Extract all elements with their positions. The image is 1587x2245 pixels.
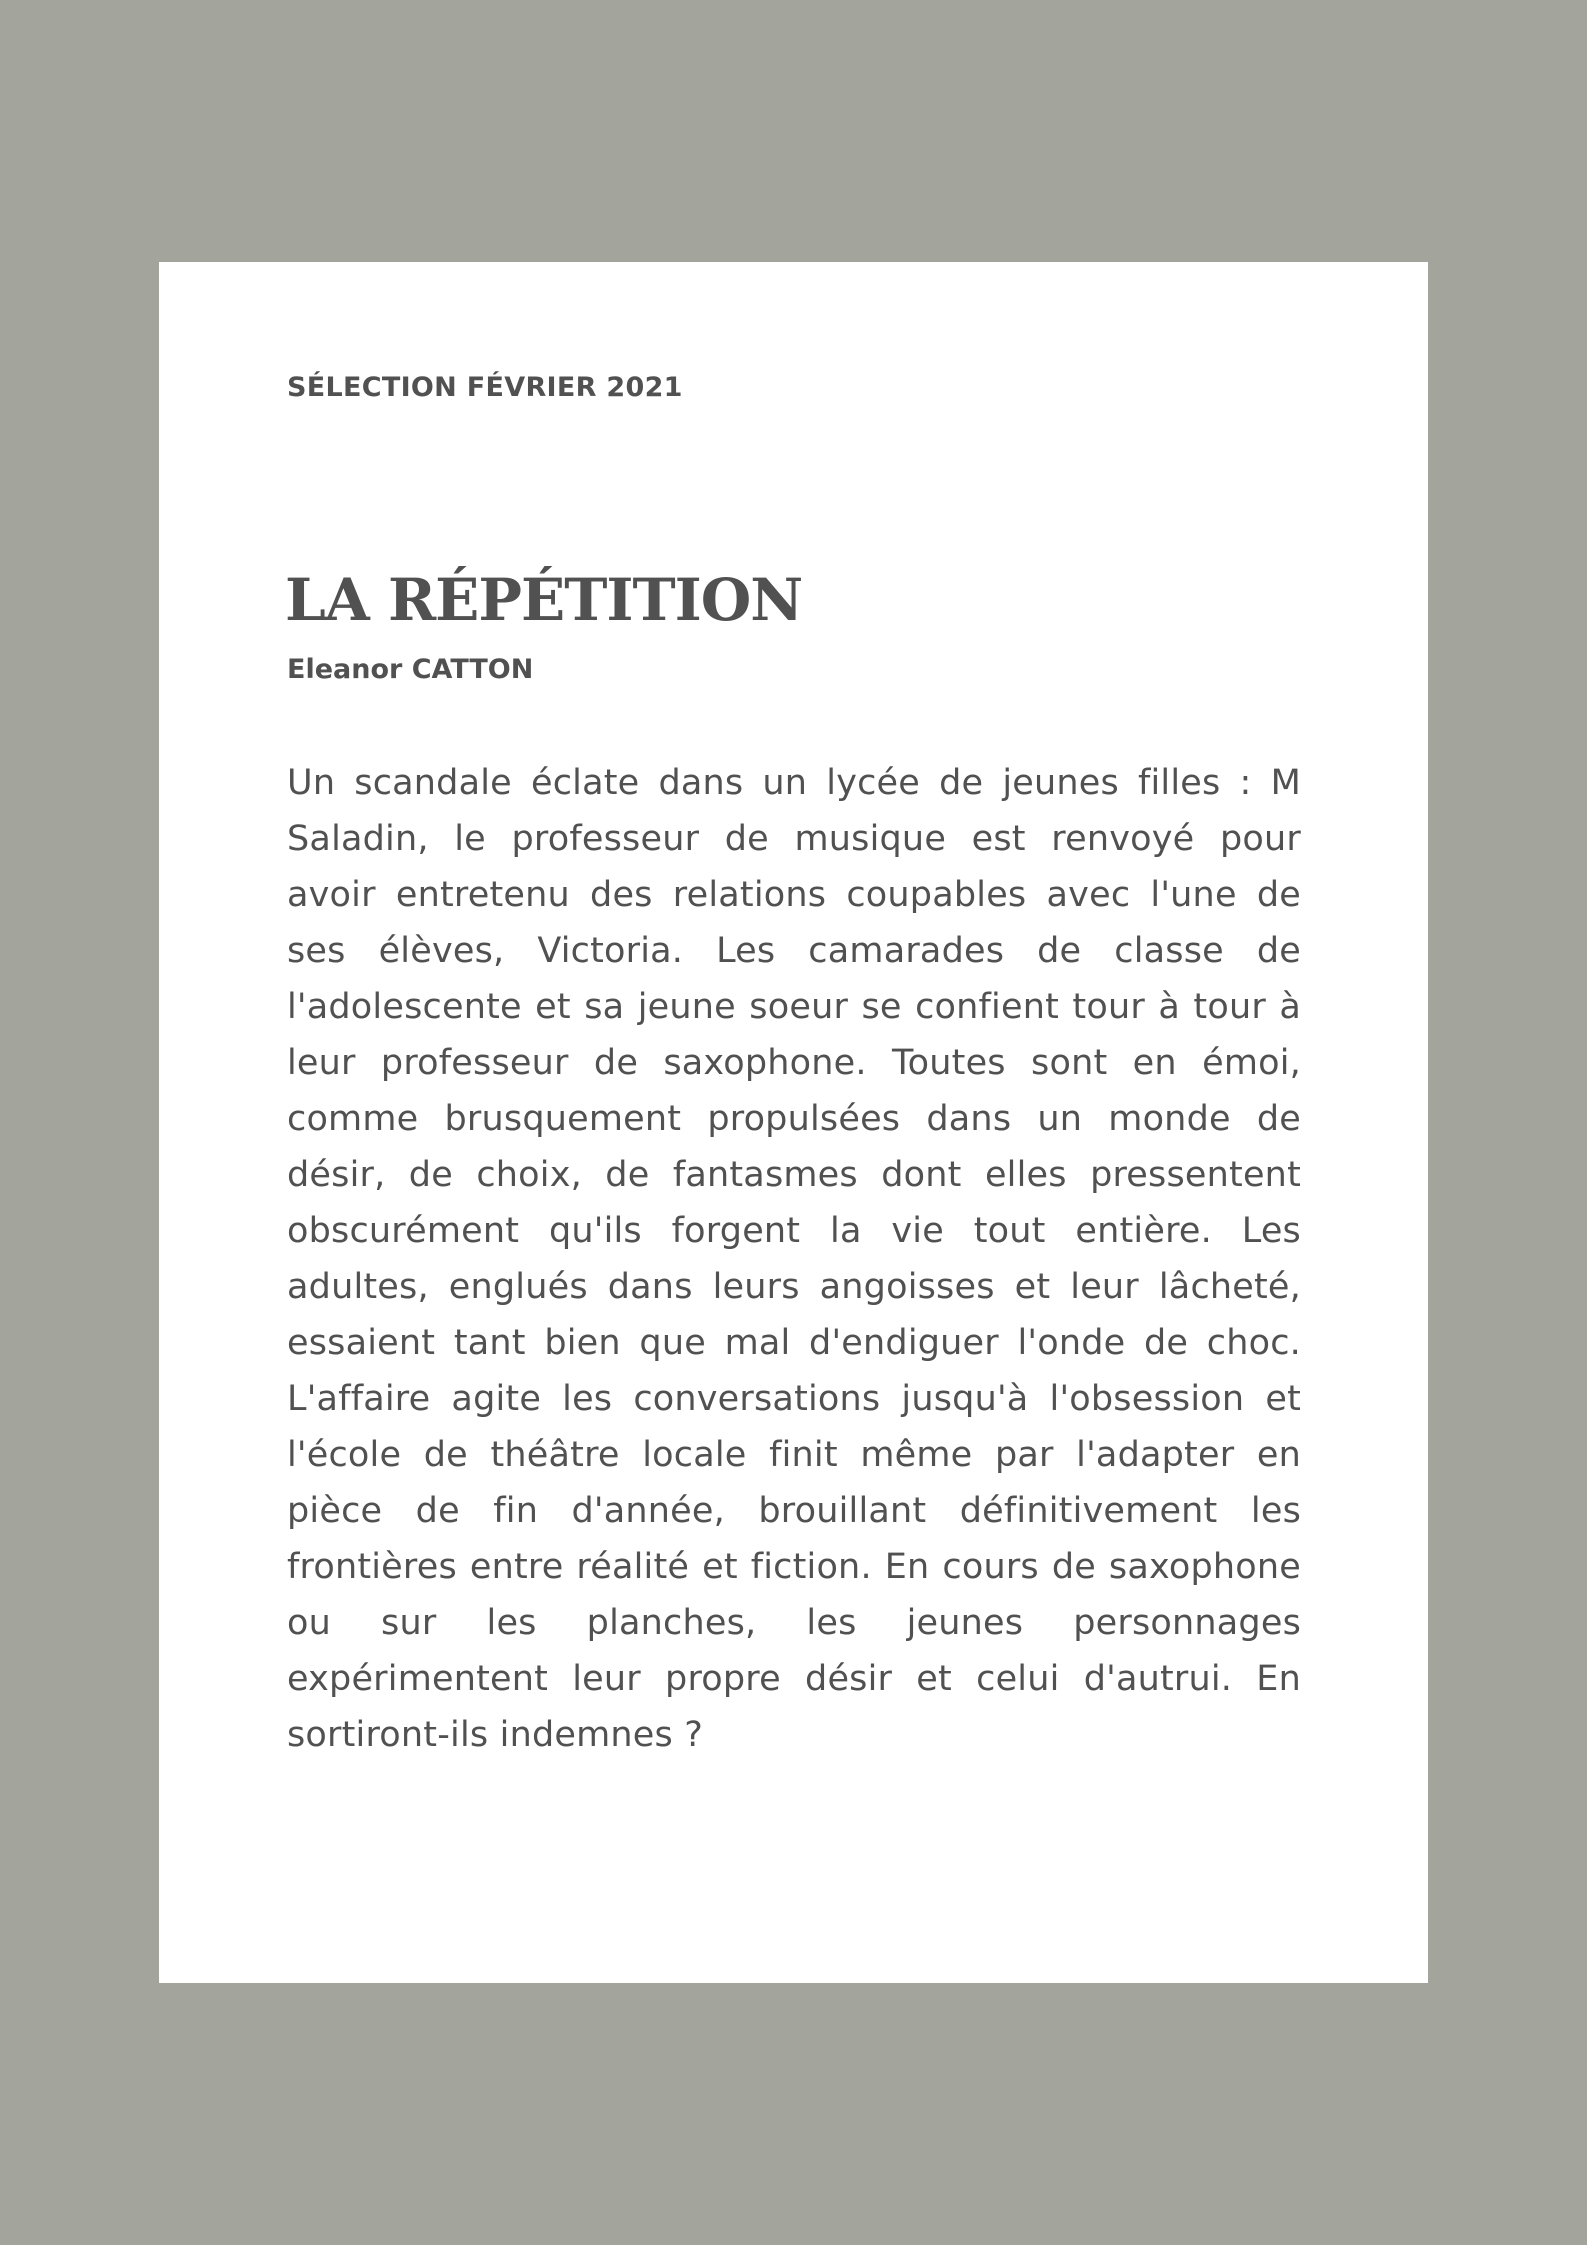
selection-label: SÉLECTION FÉVRIER 2021 [287, 372, 683, 403]
book-card [159, 262, 1428, 1983]
book-title: LA RÉPÉTITION [285, 566, 803, 634]
book-summary: Un scandale éclate dans un lycée de jeunes filles : M Saladin, le professeur de musique est renvoyé pour avoir entretenu des relations coupables avec l'une de ses élèves, Victoria. Les camarades de classe de l'adolescente et sa jeune soeur se confient tour à tour à leur professeur de saxophone. Toutes sont en émoi, comme brusquement propulsées dans un monde de désir, de choix, de fantasmes dont elles pressentent obscurément qu'ils forgent la vie tout entière. Les adultes, englués dans leurs angoisses et leur lâcheté, essaient tant bien que mal d'endiguer l'onde de choc. L'affaire agite les conversations jusqu'à l'obsession et l'école de théâtre locale finit même par l'adapter en pièce de fin d'année, brouillant définitivement les frontières entre réalité et fiction. En cours de saxophone ou sur les planches, les jeunes personnages expérimentent leur propre désir et celui d'autrui. En sortiront-ils indemnes ? [287, 763, 1301, 1755]
book-author: Eleanor CATTON [287, 654, 534, 685]
